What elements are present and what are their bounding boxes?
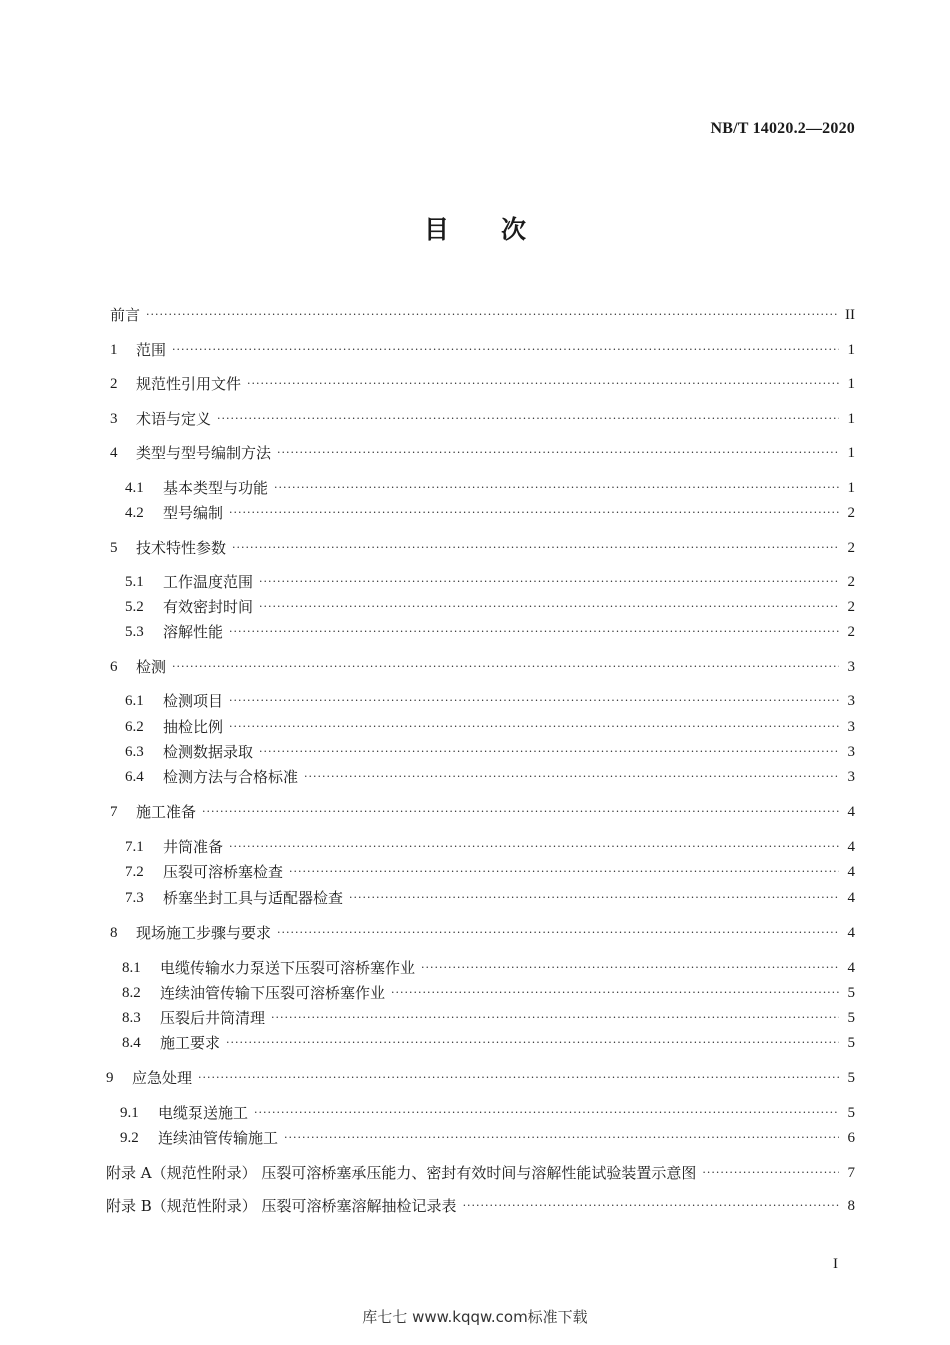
toc-entry-page: 3	[847, 693, 855, 709]
toc-entry-page: 1	[847, 342, 855, 358]
toc-entry-6-3[interactable]	[125, 741, 855, 763]
toc-entry-3[interactable]	[110, 408, 855, 430]
toc-leader	[391, 982, 839, 1004]
toc-leader	[463, 1195, 839, 1217]
toc-entry-page: 2	[847, 574, 855, 590]
toc-entry-page: 6	[847, 1130, 855, 1146]
toc-entry-label: 施工准备	[136, 803, 197, 821]
toc-leader	[349, 887, 839, 909]
toc-entry-label: 前言	[110, 306, 141, 324]
toc-entry-label: 抽检比例	[163, 718, 224, 736]
toc-leader	[259, 741, 839, 763]
toc-entry-number: 6.3	[125, 744, 144, 760]
toc-entry-label: 现场施工步骤与要求	[136, 924, 272, 942]
toc-entry-number: 1	[110, 342, 118, 358]
toc-entry-page: 3	[847, 769, 855, 785]
toc-entry-6[interactable]	[110, 656, 855, 678]
toc-leader	[259, 571, 839, 593]
toc-entry-page: 5	[847, 1010, 855, 1026]
toc-entry-5-1[interactable]	[125, 571, 855, 593]
toc-entry-label: 电缆传输水力泵送下压裂可溶桥塞作业	[160, 959, 416, 977]
toc-entry-8-3[interactable]	[122, 1007, 855, 1029]
toc-entry-number: 8.2	[122, 985, 141, 1001]
toc-leader	[421, 957, 839, 979]
toc-entry-label: 检测项目	[163, 692, 224, 710]
toc-entry-9[interactable]	[106, 1067, 855, 1089]
toc-leader	[232, 537, 839, 559]
toc-leader	[254, 1102, 839, 1124]
toc-leader	[217, 408, 839, 430]
toc-entry-4-2[interactable]	[125, 502, 855, 524]
toc-entry-number: 9.2	[120, 1130, 139, 1146]
toc-entry-number: 9	[106, 1070, 114, 1086]
toc-entry-page: 4	[847, 864, 855, 880]
toc-entry-7-2[interactable]	[125, 861, 855, 883]
toc-entry-label: 电缆泵送施工	[158, 1104, 249, 1122]
toc-entry-label: 溶解性能	[163, 623, 224, 641]
toc-entry-number: 4.1	[125, 480, 144, 496]
toc-entry-7-3[interactable]	[125, 887, 855, 909]
toc-entry-page: 5	[847, 1035, 855, 1051]
toc-entry-number: 8.1	[122, 960, 141, 976]
toc-entry-label: 型号编制	[163, 504, 224, 522]
toc-entry-5-2[interactable]	[125, 596, 855, 618]
toc-entry-label: 压裂后井筒清理	[160, 1009, 266, 1027]
toc-entry-9-2[interactable]	[120, 1127, 855, 1149]
toc-entry-number: 4	[110, 445, 118, 461]
toc-entry-page: 4	[847, 890, 855, 906]
toc-leader	[229, 690, 839, 712]
toc-leader	[198, 1067, 839, 1089]
footer-watermark: 库七七 www.kqqw.com标准下载	[362, 1308, 588, 1326]
toc-entry-7-1[interactable]	[125, 836, 855, 858]
toc-entry-page: 4	[847, 960, 855, 976]
toc-entry-label: 连续油管传输下压裂可溶桥塞作业	[160, 984, 386, 1002]
toc-entry-label: 有效密封时间	[163, 598, 254, 616]
toc-entry-6-2[interactable]	[125, 716, 855, 738]
toc-entry-label: 术语与定义	[136, 410, 212, 428]
toc-entry-label: 压裂可溶桥塞检查	[163, 863, 284, 881]
toc-entry-label: 类型与型号编制方法	[136, 444, 272, 462]
toc-entry-page: 2	[847, 599, 855, 615]
toc-entry-page: 4	[847, 839, 855, 855]
toc-entry-4-1[interactable]	[125, 477, 855, 499]
toc-entry-5[interactable]	[110, 537, 855, 559]
toc-entry-page: 1	[847, 480, 855, 496]
toc-entry-label: 检测方法与合格标准	[163, 768, 299, 786]
toc-entry-number: 8.4	[122, 1035, 141, 1051]
toc-entry-page: 3	[847, 744, 855, 760]
toc-entry-page: 4	[847, 925, 855, 941]
toc-entry-8-2[interactable]	[122, 982, 855, 1004]
toc-entry-5-3[interactable]	[125, 621, 855, 643]
toc-leader	[229, 836, 839, 858]
toc-leader	[229, 621, 839, 643]
toc-leader	[289, 861, 839, 883]
toc-entry-label: 检测	[136, 658, 167, 676]
toc-leader	[284, 1127, 839, 1149]
toc-entry-page: 3	[847, 659, 855, 675]
toc-entry-number: 6.4	[125, 769, 144, 785]
toc-leader	[271, 1007, 839, 1029]
toc-entry-page: 5	[847, 1105, 855, 1121]
toc-leader	[172, 339, 839, 361]
toc-entry-7[interactable]	[110, 801, 855, 823]
toc-entry-label: 连续油管传输施工	[158, 1129, 279, 1147]
toc-entry-8-1[interactable]	[122, 957, 855, 979]
toc-entry-label: 附录 B（规范性附录） 压裂可溶桥塞溶解抽检记录表	[106, 1197, 457, 1215]
toc-entry-label: 应急处理	[132, 1069, 193, 1087]
toc-entry-page: 4	[847, 804, 855, 820]
toc-leader	[274, 477, 839, 499]
toc-entry-8-4[interactable]	[122, 1032, 855, 1054]
toc-entry-6-4[interactable]	[125, 766, 855, 788]
toc-entry-appendix-a[interactable]	[106, 1162, 855, 1184]
toc-entry-number: 5.3	[125, 624, 144, 640]
toc-entry-number: 3	[110, 411, 118, 427]
toc-entry-label: 附录 A（规范性附录） 压裂可溶桥塞承压能力、密封有效时间与溶解性能试验装置示意图	[106, 1164, 697, 1182]
toc-entry-number: 7.2	[125, 864, 144, 880]
toc-entry-number: 7	[110, 804, 118, 820]
toc-entry-page: 2	[847, 505, 855, 521]
toc-leader	[229, 716, 839, 738]
toc-leader	[277, 922, 839, 944]
toc-entry-label: 技术特性参数	[136, 539, 227, 557]
toc-entry-number: 8.3	[122, 1010, 141, 1026]
toc-entry-page: 1	[847, 376, 855, 392]
toc-entry-label: 基本类型与功能	[163, 479, 269, 497]
toc-entry-label: 检测数据录取	[163, 743, 254, 761]
toc-entry-number: 5	[110, 540, 118, 556]
toc-entry-page: 5	[847, 1070, 855, 1086]
toc-entry-label: 规范性引用文件	[136, 375, 242, 393]
toc-entry-preface[interactable]	[110, 304, 855, 326]
toc-entry-number: 5.1	[125, 574, 144, 590]
toc-entry-number: 6.2	[125, 719, 144, 735]
toc-leader	[226, 1032, 839, 1054]
toc-entry-number: 8	[110, 925, 118, 941]
toc-entry-page: 3	[847, 719, 855, 735]
toc-entry-number: 5.2	[125, 599, 144, 615]
toc-entry-page: 5	[847, 985, 855, 1001]
toc-leader	[259, 596, 839, 618]
toc-entry-appendix-b[interactable]	[106, 1195, 855, 1217]
toc-entry-number: 4.2	[125, 505, 144, 521]
toc-entry-number: 2	[110, 376, 118, 392]
toc-leader	[172, 656, 839, 678]
toc-entry-1[interactable]	[110, 339, 855, 361]
toc-entry-page: 1	[847, 411, 855, 427]
toc-entry-label: 井筒准备	[163, 838, 224, 856]
toc-entry-number: 7.1	[125, 839, 144, 855]
toc-entry-4[interactable]	[110, 442, 855, 464]
toc-entry-8[interactable]	[110, 922, 855, 944]
toc-leader	[304, 766, 839, 788]
toc-leader	[202, 801, 839, 823]
toc-entry-number: 6	[110, 659, 118, 675]
toc-entry-page: 2	[847, 624, 855, 640]
toc-entry-number: 7.3	[125, 890, 144, 906]
toc-entry-page: II	[845, 307, 855, 323]
toc-leader	[702, 1162, 839, 1184]
toc-entry-6-1[interactable]	[125, 690, 855, 712]
toc-entry-number: 6.1	[125, 693, 144, 709]
toc-entry-page: 7	[847, 1165, 855, 1181]
toc-entry-9-1[interactable]	[120, 1102, 855, 1124]
page-number: I	[833, 1256, 838, 1272]
toc-entry-page: 1	[847, 445, 855, 461]
toc-entry-2[interactable]	[110, 373, 855, 395]
toc-leader	[146, 304, 839, 326]
toc-entry-label: 范围	[136, 341, 167, 359]
toc-entry-label: 工作温度范围	[163, 573, 254, 591]
toc-entry-number: 9.1	[120, 1105, 139, 1121]
toc-leader	[247, 373, 839, 395]
toc-entry-page: 8	[847, 1198, 855, 1214]
toc-entry-page: 2	[847, 540, 855, 556]
toc-title-char-1: 目	[423, 215, 449, 244]
toc-leader	[277, 442, 839, 464]
toc-leader	[229, 502, 839, 524]
toc-title-char-2: 次	[501, 215, 527, 244]
toc-entry-label: 施工要求	[160, 1034, 221, 1052]
standard-number: NB/T 14020.2—2020	[710, 120, 855, 137]
toc-entry-label: 桥塞坐封工具与适配器检查	[163, 889, 344, 907]
